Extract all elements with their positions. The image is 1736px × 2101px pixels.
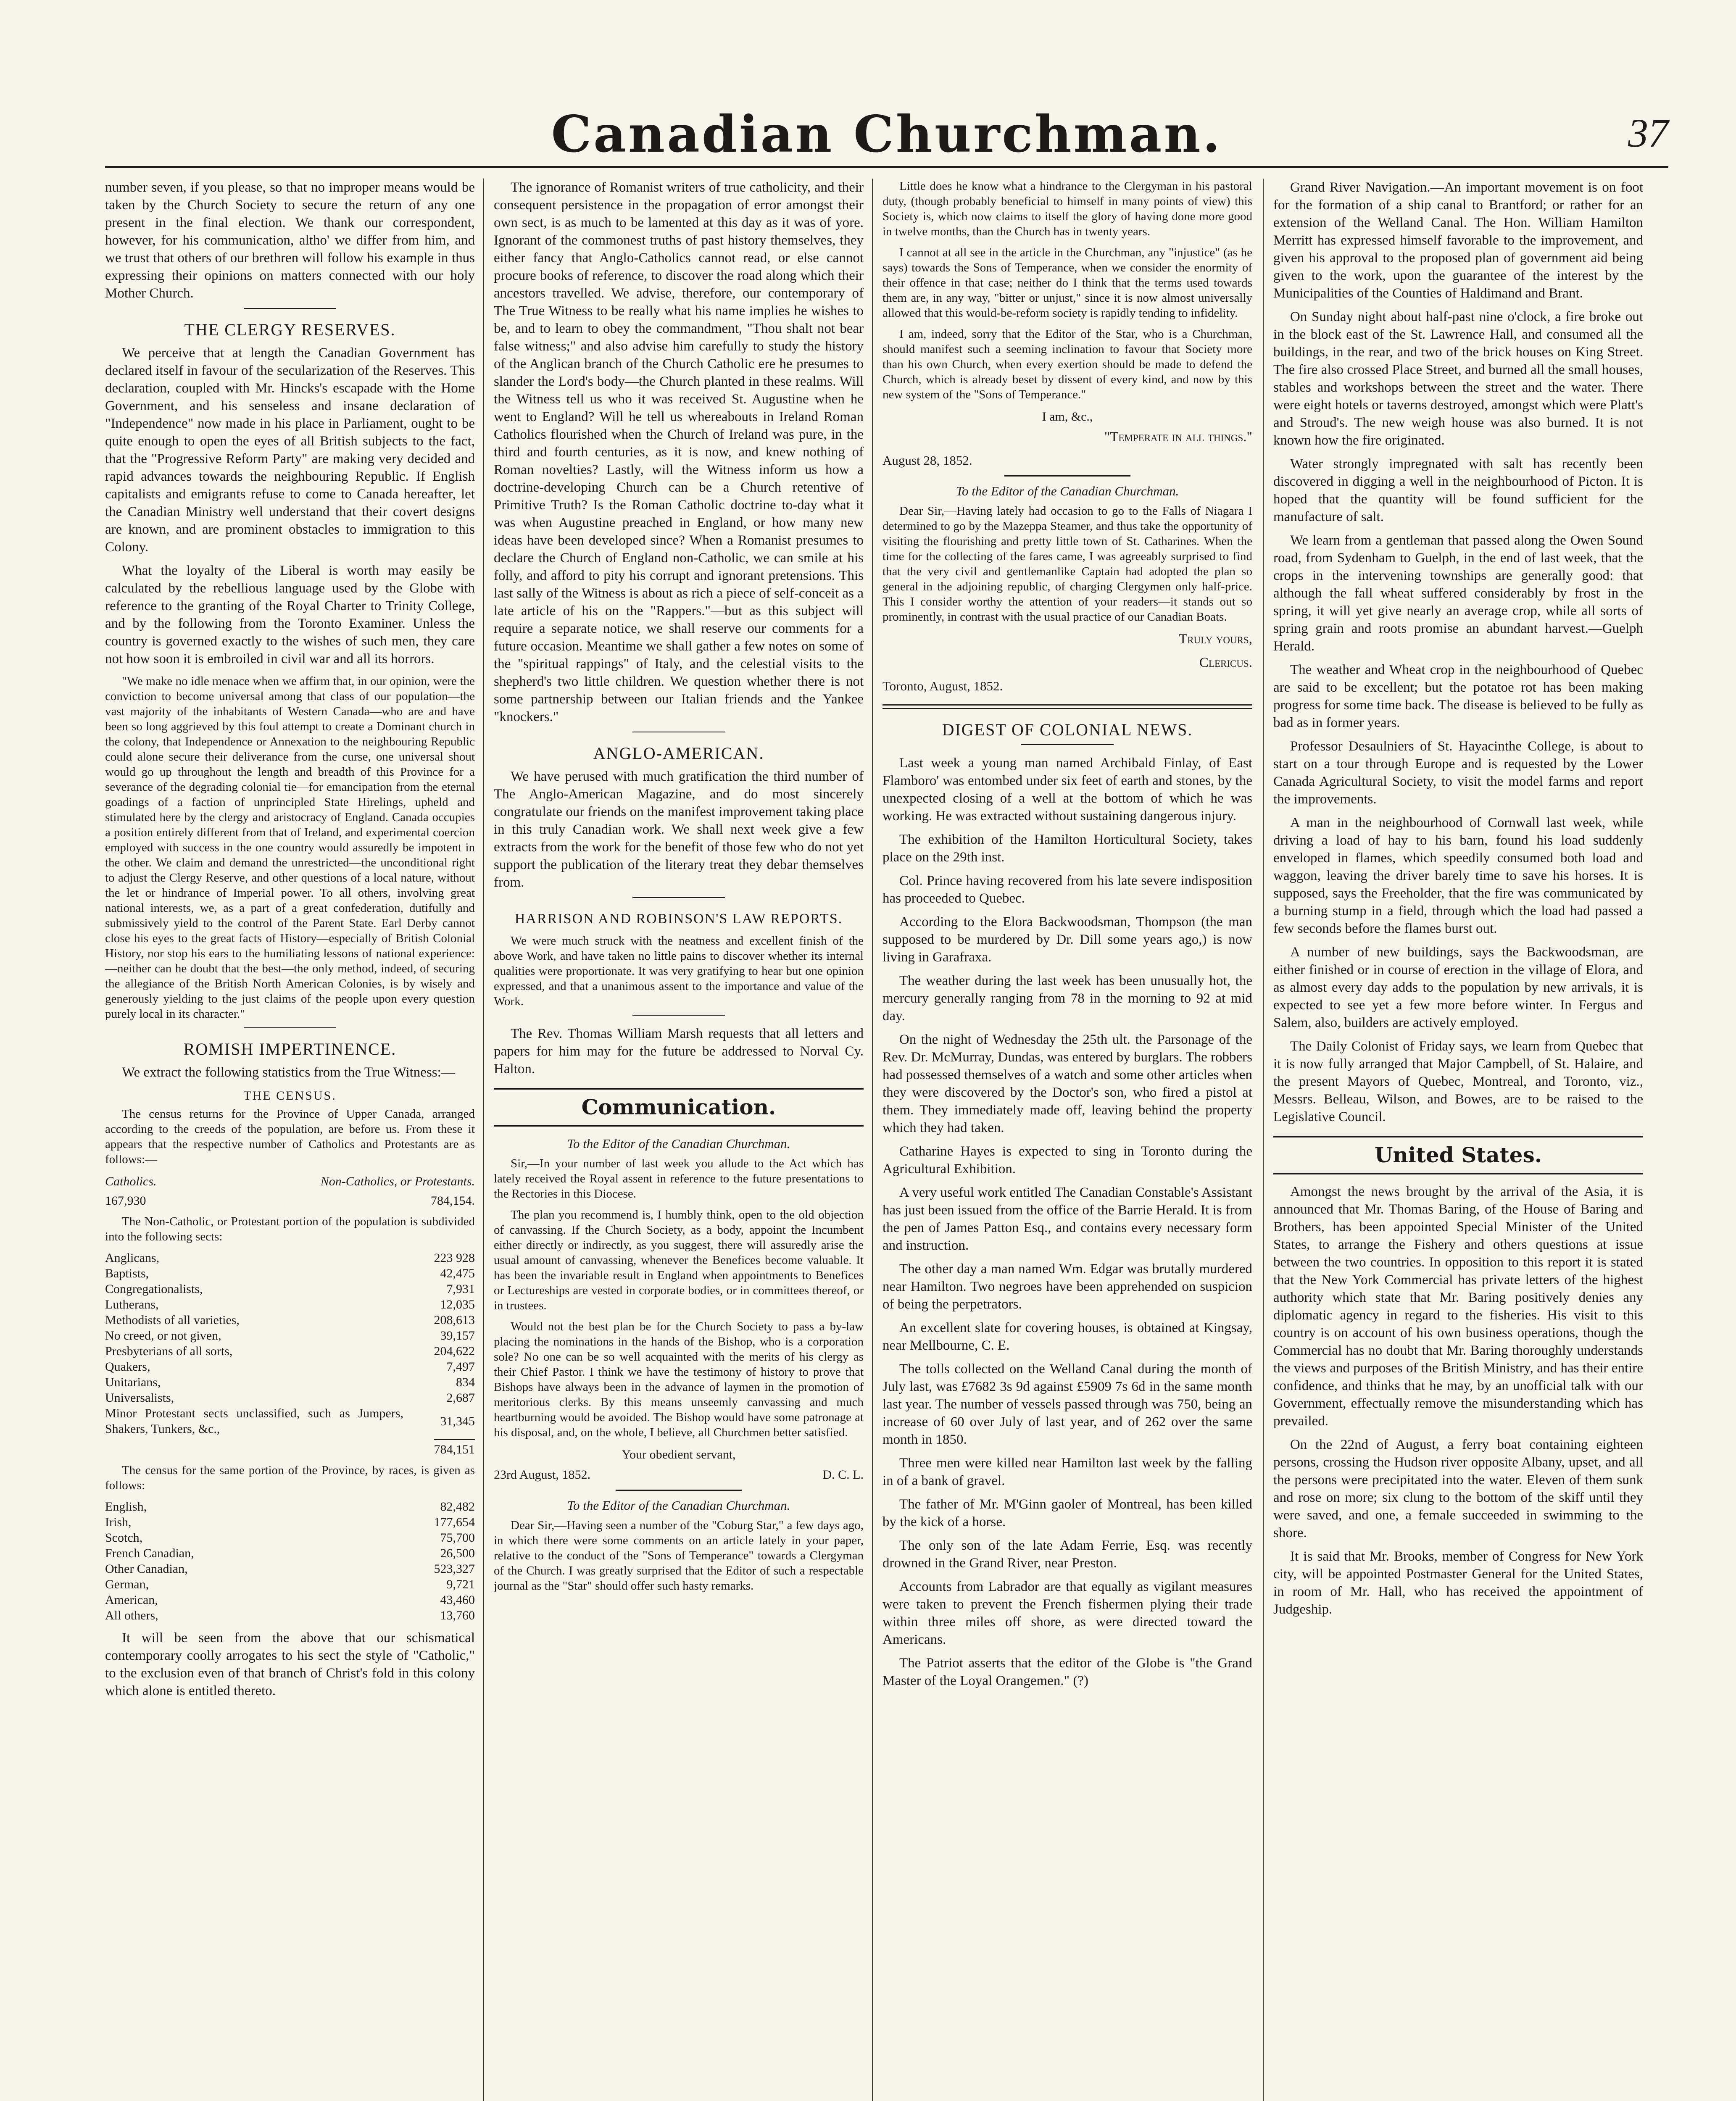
row-value: 7,497 [446, 1360, 475, 1374]
row-label: All others, [105, 1609, 158, 1622]
section-united-states: United States. [1273, 1136, 1643, 1174]
race-row [105, 1577, 475, 1592]
row-value: 9,721 [446, 1577, 475, 1591]
row-value: 208,613 [434, 1313, 475, 1327]
column-3 [882, 179, 1252, 2101]
article-paragraph: We have perused with much gratification the third number of The Anglo-American Magazine, and do most sincerely congratulate our friends on the manifest improvement taking place in this truly Canadian work. We shall next week give a few extracts from the work for the benefit of those few who do not yet support the publication of the literary treat they debar themselves from. [494, 769, 864, 890]
letter-signature: D. C. L. [822, 1468, 864, 1482]
row-label: Presbyterians of all sorts, [105, 1344, 233, 1358]
news-item: The exhibition of the Hamilton Horticultural Society, takes place on the 29th inst. [882, 832, 1252, 865]
news-item: Col. Prince having recovered from his late severe indisposition has proceeded to Quebec. [882, 873, 1252, 906]
news-item: Grand River Navigation.—An important movement is on foot for the formation of a ship canal to Brantford; or rather for an extension of the Welland Canal. The Hon. William Hamilton Merritt has expressed himself favorable to the improvement, and given his approval to the proposed plan of government aid being given to the work, upon the guarantee of the interest by the Municipalities of the Counties of Haldimand and Brant. [1273, 180, 1643, 301]
census-value-protestants: 784,154. [431, 1194, 475, 1208]
column-divider [483, 179, 484, 2101]
column-divider [872, 179, 873, 2101]
row-label: Other Canadian, [105, 1562, 188, 1576]
news-item: It is said that Mr. Brooks, member of Congress for New York city, will be appointed Postmaster General for the United States, in room of Mr. Hall, who has received the appointment of Judgeship. [1273, 1549, 1643, 1617]
row-label: Anglicans, [105, 1251, 160, 1265]
row-value: 75,700 [440, 1531, 475, 1545]
news-item: An excellent slate for covering houses, is obtained at Kingsay, near Mellbourne, C. E. [882, 1320, 1252, 1353]
article-paragraph: We perceive that at length the Canadian Government has declared itself in favour of the secularization of the Reserves. This declaration, coupled with Mr. Hincks's escapade with the Home Government, and his senseless and insane declaration of "Independence" now made in his place in Parliament, ought to be quite enough to open the eyes of all British subjects to the fact, that the "Progressive Reform Party" are making very decided and rapid advances towards the neighbouring Republic. If English capitalists and emigrants refuse to come to Canada hereafter, let the Canadian Ministry well understand that their covert designs are known, and are prominent obstacles to immigration to this Colony. [105, 345, 475, 555]
row-label: Universalists, [105, 1391, 174, 1405]
letter-address: To the Editor of the Canadian Churchman. [567, 1136, 790, 1151]
quoted-extract: "We make no idle menace when we affirm that, in our opinion, were the conviction to become universal among that class of our population—the vast majority of the inhabitants of Western Canada—who are and have been so long aggrieved by this foul attempt to create a Dominant church in the colony, that Independence or Annexation to the neighbouring Republic could alone secure their deliverance from the curse, one universal shout would go up throughout the length and breadth of this Province for a severance of the degrading colonial tie—for emancipation from the eternal goadings of a faction of unprincipled State Hirelings, upheld and stimulated here by the clergy and aristocracy of England. Canada occupies a position entirely different from that of Ireland, and experimental coercion employed with success in the one country would assuredly be impotent in the other. We claim and demand the unrestricted—the unconditional right to adjust the Clergy Reserve, and other questions of a local nature, without the let or hindrance of Imperial power. To all others, involving great national interests, we, as a part of a great confederation, dutifully and submissively yield to the control of the Parent State. Earl Derby cannot close his eyes to the great facts of History—especially of British Colonial History, nor stop his ears to the humiliating lessons of national experience:—neither can he doubt that the best—the only method, indeed, of securing the allegiance of the British North American Colonies, is by wisely and generously yielding to the just claims of the people upon every question purely local in its character." [105, 674, 475, 1021]
row-value: 177,654 [434, 1515, 475, 1529]
article-paragraph: The Rev. Thomas William Marsh requests that all letters and papers for him may for the future be addressed to Norval Cy. Halton. [494, 1026, 864, 1077]
row-value: 13,760 [440, 1609, 475, 1622]
news-item: A man in the neighbourhood of Cornwall last week, while driving a load of hay to his barn, found his load suddenly enveloped in flames, which speedily consumed both load and waggon, leaving the driver barely time to save his horses. It is supposed, says the Freeholder, that the fire was communicated by a burning stump in a field, through which the load had passed a few seconds before the flames burst out. [1273, 815, 1643, 936]
news-item: Catharine Hayes is expected to sing in Toronto during the Agricultural Exhibition. [882, 1144, 1252, 1177]
race-row [105, 1561, 475, 1577]
sect-row [105, 1250, 475, 1266]
letter-date: August 28, 1852. [882, 453, 972, 468]
row-value: 523,327 [434, 1562, 475, 1576]
sects-total: 784,151 [434, 1439, 475, 1459]
row-label: Unitarians, [105, 1375, 161, 1389]
race-row [105, 1530, 475, 1545]
news-item: The weather during the last week has been unusually hot, the mercury generally ranging from 78 in the morning to 92 at mid day. [882, 973, 1252, 1024]
article-paragraph: What the loyalty of the Liberal is worth may easily be calculated by the rebellious language used by the Globe with reference to the granting of the Royal Charter to Trinity College, and by the following from the Toronto Examiner. Unless the country is governed exactly to the wishes of such men, they care not how soon it is embroiled in civil war and all its horrors. [105, 563, 475, 666]
news-item: The Daily Colonist of Friday says, we learn from Quebec that it is now fully arranged that Major Campbell, of St. Halaire, and the present Mayors of Quebec, Montreal, and Toronto, viz., Messrs. Belleau, Wilson, and Bowes, are to be raised to the Legislative Council. [1273, 1039, 1643, 1124]
letter-signoff [494, 1466, 864, 1484]
divider-rule [616, 1490, 742, 1491]
news-item: A very useful work entitled The Canadian Constable's Assistant has just been issued from the office of the Barrie Herald. It is from the pen of James Patton Esq., and contains every necessary form and instruction. [882, 1185, 1252, 1253]
sect-row [105, 1266, 475, 1281]
row-label: German, [105, 1577, 149, 1591]
row-label: Baptists, [105, 1266, 149, 1280]
letter-complimentary-close: Truly yours, [1179, 632, 1252, 647]
ornament-rule [244, 1027, 336, 1028]
races-table [105, 1499, 475, 1623]
census-headers [105, 1173, 475, 1190]
row-label: American, [105, 1593, 158, 1607]
row-value: 43,460 [440, 1593, 475, 1607]
news-item: The other day a man named Wm. Edgar was brutally murdered near Hamilton. Two negroes have been apprehended on suspicion of being the perpetrators. [882, 1261, 1252, 1312]
news-item: The weather and Wheat crop in the neighbourhood of Quebec are said to be excellent; but the potatoe rot has been making progress for some time back. The disease is believed to be fully as bad as in former years. [1273, 662, 1643, 730]
row-label: Quakers, [105, 1360, 150, 1374]
row-label: Minor Protestant sects unclassified, such as Jumpers, Shakers, Tunkers, &c., [105, 1406, 403, 1436]
row-value: 7,931 [446, 1282, 475, 1296]
double-rule [882, 704, 1252, 709]
news-item: Amongst the news brought by the arrival of the Asia, it is announced that Mr. Thomas Baring, of the House of Baring and Brothers, has been appointed Special Minister of the United States, to arrange the Fishery and others questions at issue between the two countries. In opposition to this report it is stated that the New York Commercial has private letters of the highest authority which state that Mr. Baring positively denies any diplomatic agency in regard to the fisheries. His visit to this country is on account of his own business operations, though the Commercial has no doubt that Mr. Baring thoroughly understands the views and purposes of the British Ministry, and has their entire confidence, and thinks that he may, by an unofficial talk with our Government, effectually remove the misunderstanding which has prevailed. [1273, 1184, 1643, 1429]
sects-total-row [105, 1439, 475, 1459]
row-value: 31,345 [440, 1414, 475, 1428]
column-1 [105, 179, 475, 2101]
race-row [105, 1514, 475, 1530]
row-value: 12,035 [440, 1298, 475, 1311]
sects-table [105, 1250, 475, 1437]
census-header-protestants: Non-Catholics, or Protestants. [320, 1174, 475, 1188]
article-paragraph: The ignorance of Romanist writers of true catholicity, and their consequent persistence in the propagation of error amongst their own sect, is as much to be lamented at this day as it was of yore. Ignorant of the commonest truths of past history themselves, they either fancy that Anglo-Catholics cannot read, or else cannot procure books of reference, to discover the road along which their ancestors travelled. We advise, therefore, our contemporary of The True Witness to be really what his name implies he wishes to be, and to learn to obey the commandment, "Thou shalt not bear false witness;" and also advise him carefully to study the history of the Anglican branch of the Church Catholic ere he presumes to slander the Lord's body—the Church planted in these realms. Will the Witness tell us who it was received St. Augustine when he went to England? Will he tell us whereabouts in Ireland Roman Catholics flourished when the Church of Ireland was pure, in the third and fourth centuries, as it is now, and knew nothing of Roman novelties? Lastly, will the Witness inform us how a doctrine-developing Church can be a Church retentive of Primitive Truth? Is the Roman Catholic doctrine to-day what it was when Augustine preached in England, or how many new ideas have been developed since? When a Romanist presumes to declare the Church of England non-Catholic, we can smile at his folly, and afford to pity his corrupt and ignorant pretensions. This last sally of the Witness is about as rich a piece of self-conceit as a late article of his on the "Rappers."—but as this subject will require a separate notice, we shall reserve our comments for a future occasion. Meantime we shall gather a few notes on some of the "spiritual rappings" of Italy, and the celestial visits to the shepherd's two little children. We question whether there is not some partnership between our Italian friends and the Yankee "knockers." [494, 180, 864, 724]
letter-signature: "Temperate in all things." [1104, 429, 1252, 445]
row-label: English, [105, 1500, 147, 1514]
row-label: French Canadian, [105, 1546, 194, 1560]
masthead [105, 105, 1668, 164]
letter-paragraph: Sir,—In your number of last week you allude to the Act which has lately received the Royal assent in reference to the future presentations to the Rectories in this Diocese. [494, 1157, 864, 1201]
row-value: 2,687 [446, 1391, 475, 1405]
census-header-catholics: Catholics. [105, 1174, 157, 1188]
sect-row [105, 1374, 475, 1390]
letter-closing: I am, &c., [1042, 410, 1093, 424]
letter-date: Toronto, August, 1852. [882, 679, 1003, 693]
sect-row [105, 1312, 475, 1328]
page-number: 37 [1628, 111, 1668, 155]
news-item: A number of new buildings, says the Backwoodsman, are either finished or in course of erection in the village of Elora, and as almost every day adds to the population by new arrivals, it is expected to see yet a few more before winter. In Fergus and Salem, also, builders are actively employed. [1273, 945, 1643, 1030]
letter-signature: Clericus. [1199, 655, 1252, 670]
sect-row [105, 1343, 475, 1359]
letter-closing: Your obedient servant, [622, 1448, 736, 1461]
headline-romish-impertinence: ROMISH IMPERTINENCE. [183, 1040, 397, 1058]
sect-row [105, 1406, 475, 1437]
headline-anglo-american: ANGLO-AMERICAN. [593, 744, 764, 763]
row-label: Congregationalists, [105, 1282, 203, 1296]
sect-row [105, 1359, 475, 1374]
headline-clergy-reserves: THE CLERGY RESERVES. [184, 320, 396, 339]
article-paragraph: It will be seen from the above that our schismatical contemporary coolly arrogates to his sect the style of "Catholic," to the exclusion even of that branch of Christ's fold in this colony which alone is entitled thereto. [105, 1630, 475, 1698]
ornament-rule [632, 1015, 725, 1016]
column-2 [494, 179, 864, 2101]
article-paragraph: number seven, if you please, so that no improper means would be taken by the Church Society to secure the return of any one present in the final election. We thank our correspondent, however, for his communication, altho' we differ from him, and we trust that others of our brethren will follow his example in thus expressing their opinions on matters connected with our holy Mother Church. [105, 180, 475, 301]
ornament-rule [1021, 744, 1114, 745]
row-value: 82,482 [440, 1500, 475, 1514]
ornament-rule [244, 308, 336, 309]
row-value: 39,157 [440, 1329, 475, 1343]
sect-row [105, 1390, 475, 1406]
row-value: 204,622 [434, 1344, 475, 1358]
news-item: Accounts from Labrador are that equally as vigilant measures were taken to prevent the French fishermen plying their trade within three miles off shore, as were directed toward the Americans. [882, 1579, 1252, 1647]
row-label: Lutherans, [105, 1298, 159, 1311]
news-item: The tolls collected on the Welland Canal during the month of July last, was £7682 3s 9d against £5909 7s 6d in the same month last year. The number of vessels passed through was 750, being an increase of 60 over July of last year, and of 262 over the same month in 1850. [882, 1361, 1252, 1447]
race-row [105, 1545, 475, 1561]
column-divider [1263, 179, 1264, 2101]
letter-paragraph: Would not the best plan be for the Church Society to pass a by-law placing the nominations in the hands of the Bishop, who is a corporation sole? No one can be so well acquainted with the merits of his clergy as their Chief Pastor. I think we have the testimony of history to prove that Bishops have always been in the advance of laymen in the promotion of meritorious clerks. By this means unseemly canvassing and much heartburning would be avoided. The Bishop would have some patronage at his disposal, and, on the whole, I believe, all Churchmen better satisfied. [494, 1320, 864, 1439]
article-paragraph: We were much struck with the neatness and excellent finish of the above Work, and have taken no little pains to discover whether its internal qualities were proportionate. It was very gratifying to hear but one opinion expressed, and that a unanimous assent to the importance and value of the Work. [494, 934, 864, 1008]
news-item: We learn from a gentleman that passed along the Owen Sound road, from Sydenham to Guelph, in the end of last week, that the crops in the intervening townships are generally good: that although the fall wheat suffered considerably by frost in the spring, it will yet give nearly an average crop, while all sorts of spring grain and roots promise an abundant harvest.—Guelph Herald. [1273, 533, 1643, 654]
census-title: THE CENSUS. [243, 1089, 337, 1103]
letter-address: To the Editor of the Canadian Churchman. [956, 484, 1179, 498]
masthead-rule [105, 166, 1668, 168]
row-value: 42,475 [440, 1266, 475, 1280]
headline-colonial-news: DIGEST OF COLONIAL NEWS. [942, 720, 1193, 739]
news-item: The father of Mr. M'Ginn gaoler of Montreal, has been killed by the kick of a horse. [882, 1497, 1252, 1530]
letter-paragraph: Little does he know what a hindrance to the Clergyman in his pastoral duty, (though probably beneficial to himself in many points of view) this Society is, which now claims to itself the glory of having done more good in twelve months, than the Church has in twenty years. [882, 179, 1252, 238]
letter-paragraph: Dear Sir,—Having lately had occasion to go to the Falls of Niagara I determined to go by the Mazeppa Steamer, and thus take the opportunity of visiting the flourishing and pretty little town of St. Catharines. When the time for the collecting of the fares came, I was agreeably surprised to find that the very civil and gentlemanlike Captain had adopted the plan so general in the adjoining republic, of charging Clergymen only half-price. This I consider worthy the attention of your readers—it stands out so prominently, in contrast with the usual practice of our Canadian Boats. [882, 504, 1252, 624]
sect-row [105, 1297, 475, 1312]
section-communication: Communication. [494, 1088, 864, 1127]
row-label: No creed, or not given, [105, 1329, 221, 1343]
census-values [105, 1192, 475, 1210]
news-item: Professor Desaulniers of St. Hayacinthe College, is about to start on a tour through Europe and is requested by the Lower Canada Agricultural Society, to visit the model farms and report the improvements. [1273, 739, 1643, 807]
news-item: According to the Elora Backwoodsman, Thompson (the man supposed to be murdered by Dr. Dill some years ago,) is now living in Garafraxa. [882, 914, 1252, 965]
headline-law-reports: HARRISON AND ROBINSON'S LAW REPORTS. [514, 911, 843, 927]
news-item: The only son of the late Adam Ferrie, Esq. was recently drowned in the Grand River, near Preston. [882, 1538, 1252, 1571]
news-item: On Sunday night about half-past nine o'clock, a fire broke out in the block east of the St. Lawrence Hall, and consumed all the buildings, in the rear, and two of the brick houses on King Street. The fire also crossed Place Street, and burned all the small houses, stables and workshops between the street and the water. There were eight hotels or taverns destroyed, amongst which were Platt's and Stroud's. The new weigh house was also burned. It is not known how the fire originated. [1273, 309, 1643, 448]
row-value: 26,500 [440, 1546, 475, 1560]
article-paragraph: The Non-Catholic, or Protestant portion of the population is subdivided into the following sects: [105, 1215, 475, 1243]
letter-paragraph: The plan you recommend is, I humbly think, open to the old objection of canvassing. If the Church Society, as a body, appoint the Incumbent either directly or indirectly, as you suggest, there will assuredly arise the usual amount of canvassing, whenever the Benefices become valuable. It has been the invariable result in England when appointments to Benefices or Lectureships are vested in corporate bodies, or in committees thereof, or in trustees. [494, 1208, 864, 1312]
race-row [105, 1608, 475, 1623]
news-item: Last week a young man named Archibald Finlay, of East Flamboro' was entombed under six feet of earth and stones, by the unexpected closing of a well at the bottom of which he was working. He was extracted without sustaining dangerous injury. [882, 756, 1252, 824]
divider-rule [1004, 475, 1130, 477]
news-item: Three men were killed near Hamilton last week by the falling in of a bank of gravel. [882, 1456, 1252, 1488]
row-label: Irish, [105, 1515, 132, 1529]
sect-row [105, 1328, 475, 1343]
news-item: Water strongly impregnated with salt has recently been discovered in digging a well in the neighbourhood of Picton. It is hoped that the quantity will be found sufficient for the manufacture of salt. [1273, 456, 1643, 524]
news-item: On the night of Wednesday the 25th ult. the Parsonage of the Rev. Dr. McMurray, Dundas, was entered by burglars. The robbers had possessed themselves of a watch and some other articles when they were discovered by the Doctor's son, who fired a pistol at them. They immediately made off, leaving behind the property which they had taken. [882, 1032, 1252, 1135]
column-4 [1273, 179, 1643, 2101]
article-paragraph: The census returns for the Province of Upper Canada, arranged according to the creeds of the population, are before us. From these it appears that the respective number of Catholics and Protestants are as follows:— [105, 1107, 475, 1166]
row-value: 223 928 [434, 1251, 475, 1265]
letter-date: 23rd August, 1852. [494, 1468, 591, 1482]
census-value-catholics: 167,930 [105, 1194, 146, 1208]
row-label: Methodists of all varieties, [105, 1313, 240, 1327]
news-item: On the 22nd of August, a ferry boat containing eighteen persons, crossing the Hudson river opposite Albany, upset, and all the persons were precipitated into the water. Eleven of them sunk and rose on more; six clung to the bottom of the skiff until they were saved, and one, a female succeeded in swimming to the shore. [1273, 1437, 1643, 1540]
letter-paragraph: I am, indeed, sorry that the Editor of the Star, who is a Churchman, should manifest such a seeming inclination to favour that Society more than his own Church, when every exertion should be made to defend the Church, which is already beset by dissent of every kind, and now by this new system of the "Sons of Temperance." [882, 327, 1252, 401]
newspaper-title: Canadian Churchman. [551, 105, 1222, 164]
race-row [105, 1592, 475, 1608]
row-label: Scotch, [105, 1531, 143, 1545]
article-paragraph: The census for the same portion of the Province, by races, is given as follows: [105, 1464, 475, 1492]
letter-paragraph: I cannot at all see in the article in the Churchman, any "injustice" (as he says) towards the Sons of Temperance, when we consider the enormity of their offence in that case; neither do I think that the terms used towards them are, in any way, "bitter or unjust," since it is now almost universally allowed that this would-be-reform society is rapidly tending to infidelity. [882, 246, 1252, 320]
race-row [105, 1499, 475, 1514]
letter-paragraph: Dear Sir,—Having seen a number of the "Coburg Star," a few days ago, in which there were some comments on an article lately in your paper, relative to the conduct of the "Sons of Temperance" towards a Clergyman of the Church. I was greatly surprised that the Editor of such a respectable journal as the "Star" should offer such hasty remarks. [494, 1519, 864, 1593]
row-value: 834 [456, 1375, 475, 1389]
letter-address: To the Editor of the Canadian Churchman. [567, 1498, 790, 1513]
sect-row [105, 1281, 475, 1297]
ornament-rule [632, 897, 725, 898]
article-paragraph: We extract the following statistics from the True Witness:— [122, 1065, 455, 1080]
news-item: The Patriot asserts that the editor of the Globe is "the Grand Master of the Loyal Orangemen." (?) [882, 1656, 1252, 1688]
